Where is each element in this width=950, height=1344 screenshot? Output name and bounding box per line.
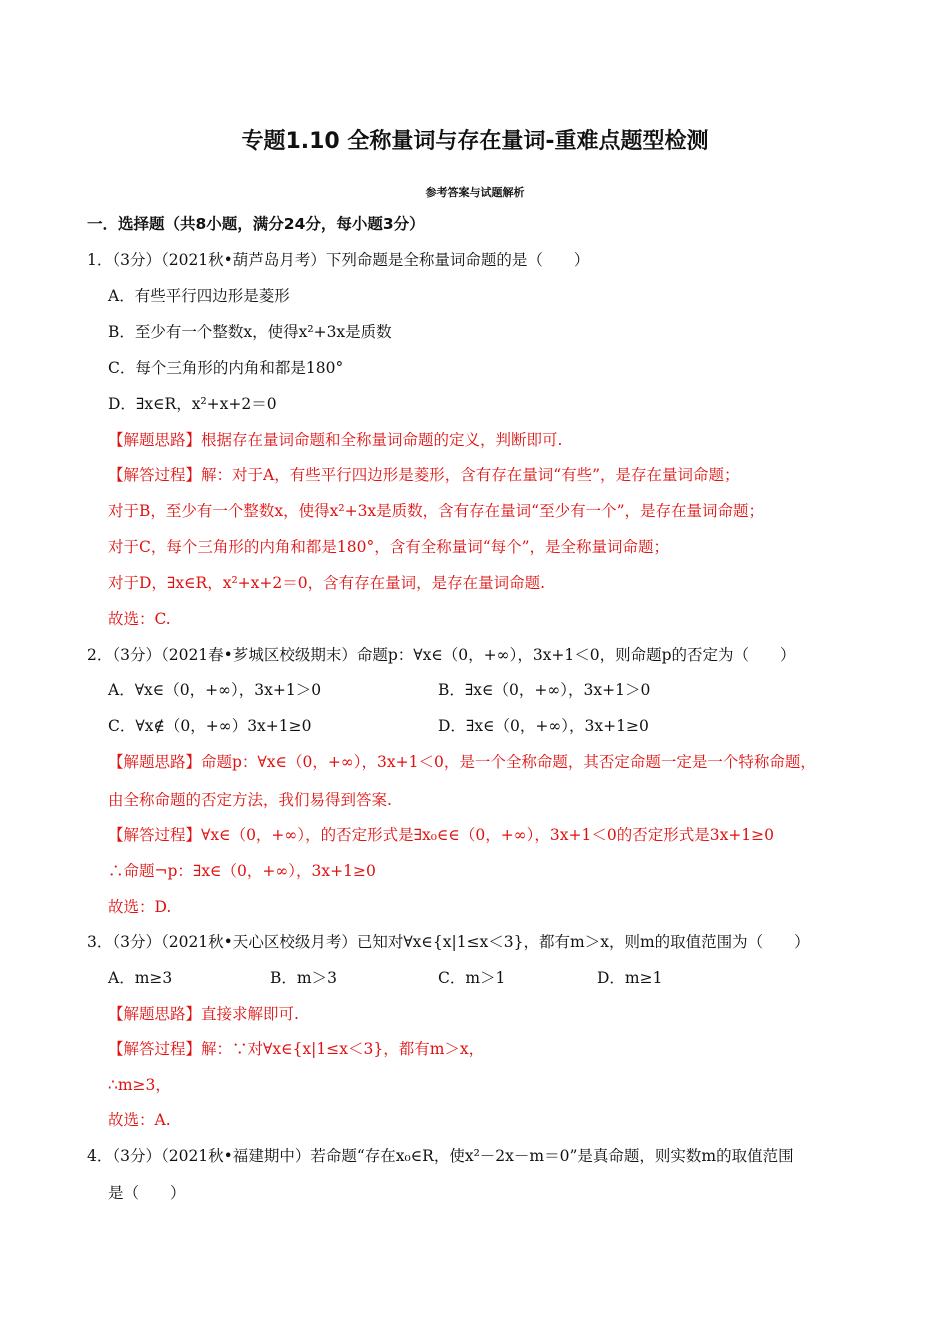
q3-option-d: D．m≥1 (597, 969, 663, 987)
q1-option-c: C．每个三角形的内角和都是180° (108, 359, 344, 377)
q3-option-c: C．m＞1 (438, 969, 506, 987)
q1-answer: 故选：C. (108, 610, 171, 628)
q3-hint: 【解题思路】直接求解即可. (108, 1005, 299, 1023)
question-1-stem: 1．（3分）（2021秋•葫芦岛月考）下列命题是全称量词命题的是（ ） (87, 251, 590, 269)
q2-option-d: D．∃x∈（0，+∞），3x+1≥0 (438, 717, 649, 735)
q3-solution-line: ∴m≥3， (108, 1076, 171, 1094)
question-4-stem: 4．（3分）（2021秋•福建期中）若命题“存在x₀∈R，使x²－2x－m＝0”是真命题，则实数m的取值范围 (87, 1147, 794, 1165)
q3-answer: 故选：A. (108, 1111, 171, 1129)
q2-answer: 故选：D. (108, 898, 172, 916)
q1-solution-line: 对于D，∃x∈R，x²+x+2＝0，含有存在量词，是存在量词命题. (108, 574, 546, 592)
q1-solution-line: 对于C，每个三角形的内角和都是180°，含有全称量词“每个”，是全称量词命题； (108, 538, 670, 556)
q3-option-b: B．m＞3 (270, 969, 337, 987)
q2-solution-line: 【解答过程】∀x∈（0，+∞），的否定形式是∃x₀∈∈（0，+∞），3x+1＜0的否定形式是3x+1≥0 (108, 826, 775, 844)
page-title: 专题1.10 全称量词与存在量词-重难点题型检测 (241, 129, 709, 154)
q1-hint: 【解题思路】根据存在量词命题和全称量词命题的定义，判断即可. (108, 431, 563, 449)
q3-solution-line: 【解答过程】解：∵对∀x∈{x|1≤x＜3}，都有m＞x， (108, 1040, 485, 1058)
section-heading: 一．选择题（共8小题，满分24分，每小题3分） (87, 215, 425, 233)
q1-option-a: A．有些平行四边形是菱形 (108, 287, 290, 305)
q1-option-b: B．至少有一个整数x，使得x²+3x是质数 (108, 323, 392, 341)
q2-hint: 由全称命题的否定方法，我们易得到答案. (108, 791, 392, 809)
question-4-stem-cont: 是（ ） (108, 1184, 186, 1202)
q2-option-b: B．∃x∈（0，+∞），3x+1＞0 (438, 681, 651, 699)
q1-solution-line: 【解答过程】解：对于A，有些平行四边形是菱形，含有存在量词“有些”，是存在量词命题； (108, 466, 740, 484)
q3-option-a: A．m≥3 (108, 969, 173, 987)
page-subtitle: 参考答案与试题解析 (425, 186, 525, 199)
q1-option-d: D．∃x∈R，x²+x+2＝0 (108, 395, 277, 413)
q2-solution-line: ∴命题¬p：∃x∈（0，+∞），3x+1≥0 (108, 862, 376, 880)
q2-option-a: A．∀x∈（0，+∞），3x+1＞0 (108, 681, 322, 699)
q2-option-c: C．∀x∉（0，+∞）3x+1≥0 (108, 717, 312, 735)
question-3-stem: 3．（3分）（2021秋•天心区校级月考）已知对∀x∈{x|1≤x＜3}，都有m＞x，则m的取值范围为（ ） (87, 933, 810, 951)
q1-solution-line: 对于B，至少有一个整数x，使得x²+3x是质数，含有存在量词“至少有一个”，是存在量词命题； (108, 502, 765, 520)
q2-hint: 【解题思路】命题p：∀x∈（0，+∞），3x+1＜0，是一个全称命题，其否定命题一定是一个特称命题， (108, 753, 816, 771)
question-2-stem: 2．（3分）（2021春•芗城区校级期末）命题p：∀x∈（0，+∞），3x+1＜0，则命题p的否定为（ ） (87, 646, 796, 664)
